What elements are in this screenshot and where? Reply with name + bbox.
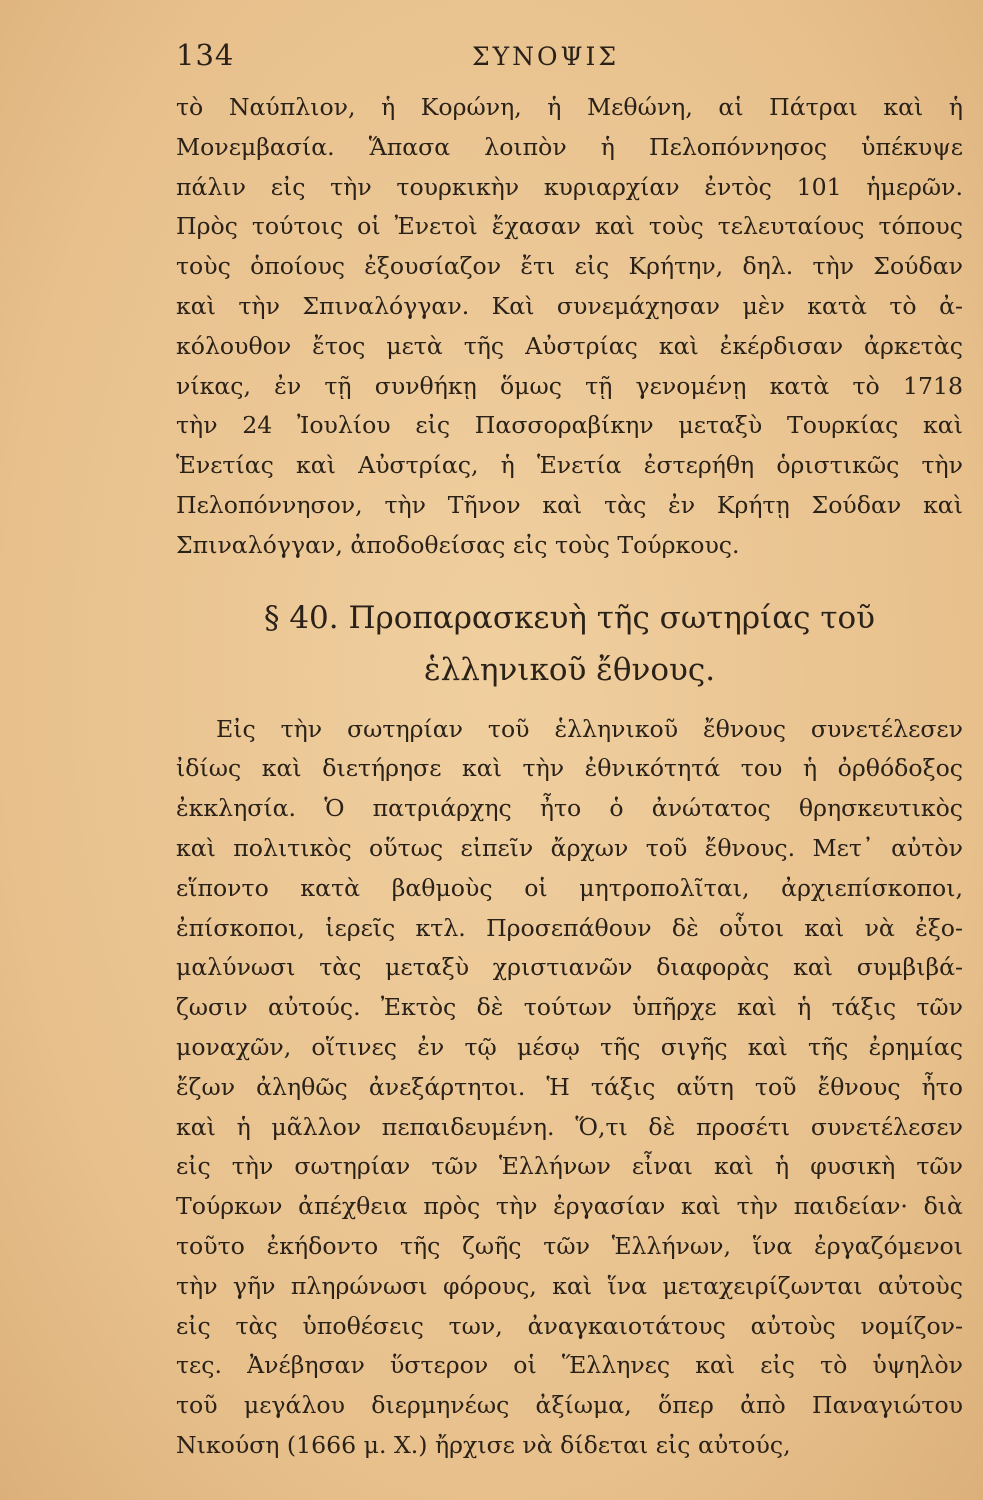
text-line: Ἑνετίας καὶ Αὐστρίας, ἡ Ἑνετία ἐστερήθη ὁριστικῶς τὴν xyxy=(176,451,963,480)
text-line: ἐκκλησία. Ὁ πατριάρχης ἦτο ὁ ἀνώτατος θρησκευτικὸς xyxy=(176,794,963,823)
text-line: ζωσιν αὐτούς. Ἐκτὸς δὲ τούτων ὑπῆρχε καὶ ἡ τάξις τῶν xyxy=(176,993,963,1022)
text-line: καὶ ἡ μᾶλλον πεπαιδευμένη. Ὅ,τι δὲ προσέτι συνετέλεσεν xyxy=(176,1112,963,1141)
paragraph-continuation xyxy=(176,88,963,566)
section-heading xyxy=(176,592,963,696)
text-line: κόλουθον ἔτος μετὰ τῆς Αὐστρίας καὶ ἐκέρδισαν ἀρκετὰς xyxy=(176,331,963,360)
page-number: 134 xyxy=(176,38,235,72)
text-line: τὴν 24 Ἰουλίου εἰς Πασσοραβίκην μεταξὺ Τουρκίας καὶ xyxy=(176,411,963,440)
section-paragraph xyxy=(176,710,963,1466)
text-line: μοναχῶν, οἵτινες ἐν τῷ μέσῳ τῆς σιγῆς καὶ τῆς ἐρημίας xyxy=(176,1032,963,1061)
text-line: τες. Ἀνέβησαν ὕστερον οἱ Ἕλληνες καὶ εἰς τὸ ὑψηλὸν xyxy=(176,1351,963,1380)
text-line: Νικούση (1666 μ. Χ.) ἤρχισε νὰ δίδεται εἰς αὐτούς, xyxy=(176,1430,791,1459)
section-heading-line: ἑλληνικοῦ ἔθνους. xyxy=(423,651,716,688)
text-line: Τούρκων ἀπέχθεια πρὸς τὴν ἐργασίαν καὶ τὴν παιδείαν· διὰ xyxy=(176,1192,963,1221)
text-line: τοῦ μεγάλου διερμηνέως ἀξίωμα, ὅπερ ἀπὸ Παναγιώτου xyxy=(176,1391,963,1420)
text-line: μαλύνωσι τὰς μεταξὺ χριστιανῶν διαφορὰς καὶ συμβιβά- xyxy=(176,953,963,982)
text-line: τοὺς ὁποίους ἐξουσίαζον ἔτι εἰς Κρήτην, δηλ. τὴν Σούδαν xyxy=(176,252,963,281)
text-line: Πρὸς τούτοις οἱ Ἐνετοὶ ἔχασαν καὶ τοὺς τελευταίους τόπους xyxy=(176,212,963,241)
text-line: ἰδίως καὶ διετήρησε καὶ τὴν ἐθνικότητά του ἡ ὀρθόδοξος xyxy=(176,754,963,783)
running-title: ΣΥΝΟΨΙΣ xyxy=(472,42,620,71)
text-line: νίκας, ἐν τῇ συνθήκῃ ὅμως τῇ γενομένῃ κατὰ τὸ 1718 xyxy=(176,371,963,400)
text-line: Μονεμβασία. Ἅπασα λοιπὸν ἡ Πελοπόννησος ὑπέκυψε xyxy=(176,132,963,161)
text-line: καὶ τὴν Σπιναλόγγαν. Καὶ συνεμάχησαν μὲν κατὰ τὸ ἀ- xyxy=(176,291,963,320)
text-line: ἐπίσκοποι, ἱερεῖς κτλ. Προσεπάθουν δὲ οὗτοι καὶ νὰ ἐξο- xyxy=(176,913,963,942)
text-line: πάλιν εἰς τὴν τουρκικὴν κυριαρχίαν ἐντὸς 101 ἡμερῶν. xyxy=(176,172,963,201)
text-line: εἰς τὴν σωτηρίαν τῶν Ἑλλήνων εἶναι καὶ ἡ φυσικὴ τῶν xyxy=(176,1152,963,1181)
text-line: τὸ Ναύπλιον, ἡ Κορώνη, ἡ Μεθώνη, αἱ Πάτραι καὶ ἡ xyxy=(176,93,963,121)
text-line: ἔζων ἀληθῶς ἀνεξάρτητοι. Ἡ τάξις αὕτη τοῦ ἔθνους ἦτο xyxy=(176,1072,963,1101)
page-header xyxy=(176,38,963,88)
text-line: Σπιναλόγγαν, ἀποδοθείσας εἰς τοὺς Τούρκους. xyxy=(176,530,740,559)
text-line: τοῦτο ἐκήδοντο τῆς ζωῆς τῶν Ἑλλήνων, ἵνα ἐργαζόμενοι xyxy=(176,1231,963,1260)
section-heading-line: § 40. Προπαρασκευὴ τῆς σωτηρίας τοῦ xyxy=(263,599,876,636)
text-line: εἵποντο κατὰ βαθμοὺς οἱ μητροπολῖται, ἀρχιεπίσκοποι, xyxy=(176,873,963,902)
text-line: εἰς τὰς ὑποθέσεις των, ἀναγκαιοτάτους αὐτοὺς νομίζον- xyxy=(176,1311,963,1340)
text-line: τὴν γῆν πληρώνωσι φόρους, καὶ ἵνα μεταχειρίζωνται αὐτοὺς xyxy=(176,1271,963,1300)
text-line: Εἰς τὴν σωτηρίαν τοῦ ἑλληνικοῦ ἔθνους συνετέλεσεν xyxy=(216,714,963,743)
text-line: καὶ πολιτικὸς οὕτως εἰπεῖν ἄρχων τοῦ ἔθνους. Μετ᾽ αὐτὸν xyxy=(176,833,963,862)
text-line: Πελοπόννησον, τὴν Τῆνον καὶ τὰς ἐν Κρήτῃ Σούδαν καὶ xyxy=(176,490,963,519)
